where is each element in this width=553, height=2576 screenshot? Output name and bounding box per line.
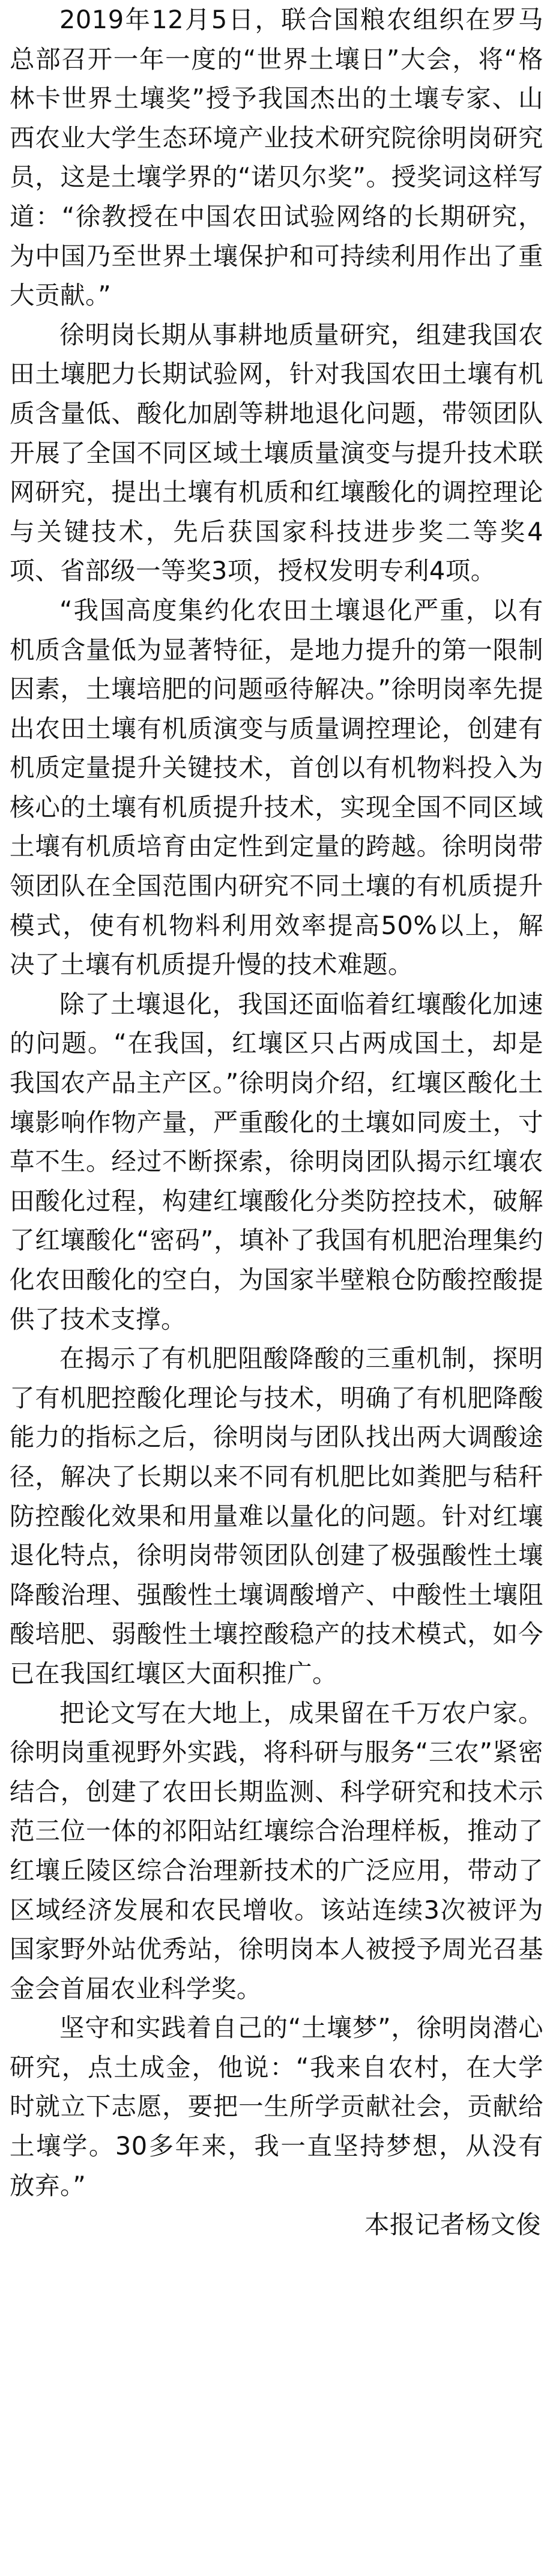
paragraph-acid-control-mechanism: 在揭示了有机肥阻酸降酸的三重机制，探明了有机肥控酸化理论与技术，明确了有机肥降酸能力的指标之后，徐明岗与团队找出两大调酸途径，解决了长期以来不同有机肥比如粪肥与秸秆防控酸化效果和用量难以量化的问题。针对红壤退化特点，徐明岗带领团队创建了极强酸性土壤降酸治理、强酸性土壤调酸增产、中酸性土壤阻酸培肥、弱酸性土壤控酸稳产的技术模式，如今已在我国红壤区大面积推广。: [10, 1344, 543, 1688]
reporter-byline: 本报记者杨文俊: [364, 2210, 541, 2240]
paragraph-award-announcement: 2019年12月5日，联合国粮农组织在罗马总部召开一年一度的“世界土壤日”大会，将“格林卡世界土壤奖”授予我国杰出的土壤专家、山西农业大学生态环境产业技术研究院徐明岗研究员，这是土壤学界的“诺贝尔奖”。授奖词这样写道：“徐教授在中国农田试验网络的长期研究，为中国乃至世界土壤保护和可持续利用作出了重大贡献。”: [10, 5, 543, 310]
paragraph-red-soil-acidification: 除了土壤退化，我国还面临着红壤酸化加速的问题。“在我国，红壤区只占两成国土，却是我国农产品主产区。”徐明岗介绍，红壤区酸化土壤影响作物产量，严重酸化的土壤如同废土，寸草不生。经过不断探索，徐明岗团队揭示红壤农田酸化过程，构建红壤酸化分类防控技术，破解了红壤酸化“密码”，填补了我国有机肥治理集约化农田酸化的空白，为国家半壁粮仓防酸控酸提供了技术支撑。: [10, 989, 543, 1334]
paragraph-organic-matter: “我国高度集约化农田土壤退化严重，以有机质含量低为显著特征，是地力提升的第一限制因素，土壤培肥的问题亟待解决。”徐明岗率先提出农田土壤有机质演变与质量调控理论，创建有机质定量提升关键技术，首创以有机物料投入为核心的土壤有机质提升技术，实现全国不同区域土壤有机质培育由定性到定量的跨越。徐明岗带领团队在全国范围内研究不同土壤的有机质提升模式，使有机物料利用效率提高50%以上，解决了土壤有机质提升慢的技术难题。: [10, 595, 543, 980]
paragraph-research-overview: 徐明岗长期从事耕地质量研究，组建我国农田土壤肥力长期试验网，针对我国农田土壤有机质含量低、酸化加剧等耕地退化问题，带领团队开展了全国不同区域土壤质量演变与提升技术联网研究，提出土壤有机质和红壤酸化的调控理论与关键技术，先后获国家科技进步奖二等奖4项、省部级一等奖3项，授权发明专利4项。: [10, 319, 543, 586]
paragraph-soil-dream: 坚守和实践着自己的“土壤梦”，徐明岗潜心研究，点土成金，他说：“我来自农村，在大学时就立下志愿，要把一生所学贡献社会，贡献给土壤学。30多年来，我一直坚持梦想，从没有放弃。”: [10, 2013, 543, 2200]
paragraph-field-practice: 把论文写在大地上，成果留在千万农户家。徐明岗重视野外实践，将科研与服务“三农”紧密结合，创建了农田长期监测、科学研究和技术示范三位一体的祁阳站红壤综合治理样板，推动了红壤丘陵区综合治理新技术的广泛应用，带动了区域经济发展和农民增收。该站连续3次被评为国家野外站优秀站，徐明岗本人被授予周光召基金会首届农业科学奖。: [10, 1698, 543, 2003]
